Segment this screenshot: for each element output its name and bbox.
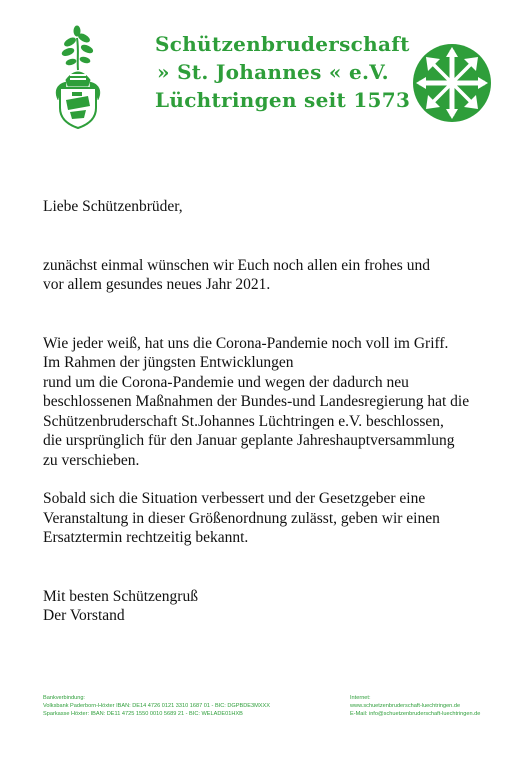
bank-line-sparkasse: Sparkasse Höxter: IBAN: DE11 4725 1550 0010 5689 21 - BIC: WELADE01HXB xyxy=(43,711,243,717)
bank-line-volksbank: Volksbank Paderborn-Höxter IBAN: DE14 4726 0121 3310 1687 01 - BIC: DGPBDE3MXXX xyxy=(43,703,270,709)
closing: Mit besten Schützengruß xyxy=(43,587,198,605)
bank-label: Bankverbindung: xyxy=(43,695,85,701)
website-link[interactable]: www.schuetzenbruderschaft-luechtringen.de xyxy=(350,703,461,709)
paragraph-new-date: Sobald sich die Situation verbessert und der Gesetzgeber eine Veranstaltung in dieser Größenordnung zulässt, geben wir einen Ersatztermin rechtzeitig bekannt. xyxy=(43,490,440,546)
greeting: Liebe Schützenbrüder, xyxy=(43,198,183,215)
cross-of-arrows-icon xyxy=(412,43,492,123)
paragraph-postponement: Wie jeder weiß, hat uns die Corona-Pandemie noch voll im Griff. Im Rahmen der jüngsten Entwicklungen rund um die Corona-Pandemie und wegen der dadurch neu beschlossenen Maßnahmen der Bundes-und Landesregierung hat die Schützenbruderschaft St.Johannes Lüchtringen e.V. beschlossen, die ursprünglich für den Januar geplante Jahreshauptversammlung zu verschieben. xyxy=(43,334,470,469)
email-link[interactable]: E-Mail: info@schuetzenbruderschaft-luechtringen.de xyxy=(350,711,481,717)
organization-name xyxy=(155,30,411,114)
letter-body xyxy=(43,197,503,626)
title-line-1: Schützenbruderschaft xyxy=(155,32,410,56)
title-line-2: » St. Johannes « e.V. xyxy=(157,60,389,84)
contact-details xyxy=(350,694,515,718)
signature: Der Vorstand xyxy=(43,607,125,624)
bank-details xyxy=(43,694,343,718)
coat-of-arms-icon xyxy=(50,22,106,130)
title-line-3: Lüchtringen seit 1573 xyxy=(155,88,411,112)
paragraph-new-year: zunächst einmal wünschen wir Euch noch allen ein frohes und vor allem gesundes neues Jahr 2021. xyxy=(43,256,430,293)
internet-label: Internet: xyxy=(350,695,371,701)
